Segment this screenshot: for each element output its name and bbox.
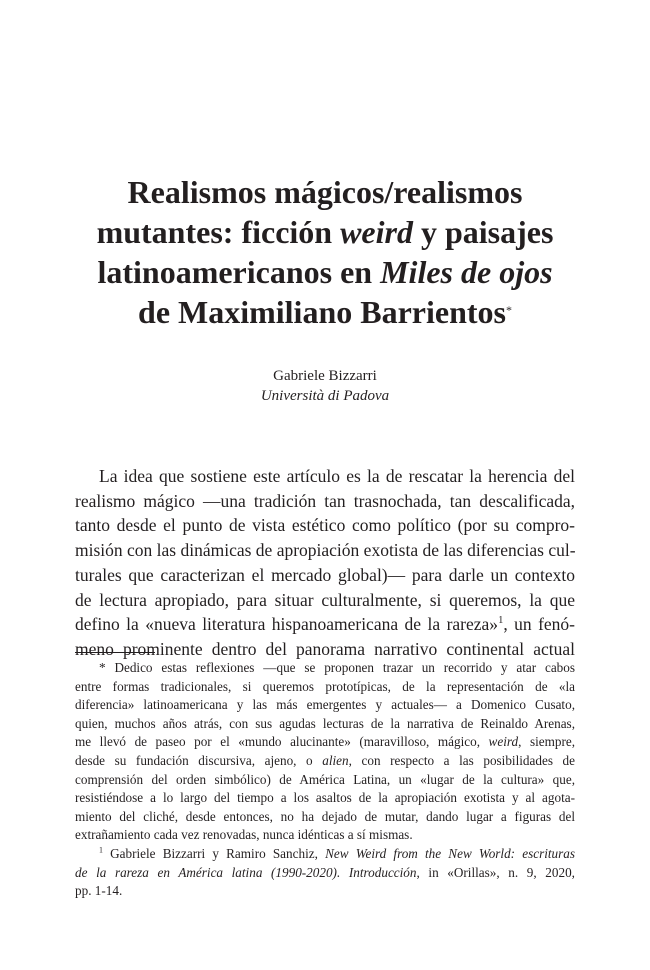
title-line: Realismos mágicos/realismos [127, 174, 523, 210]
footnote-line: pp. 1-14. [75, 883, 123, 899]
body-text: , un fenó- [503, 614, 575, 635]
title-line [75, 212, 575, 252]
footnote-number: 1 [99, 845, 103, 855]
title-text: mutantes: ficción [96, 214, 341, 250]
footnote-line [75, 864, 575, 883]
footnote-text: desde su fundación discursiva, ajeno, o [75, 752, 323, 768]
footnote-line: miento del cliché, desde entonces, no ha dejado de mutar, dando lugar a figuras del [75, 808, 575, 824]
body-text: defino la «nueva literatura hispanoamericana de la rareza» [75, 614, 499, 635]
body-line: tanto desde el punto de vista estético como político (por su compro- [75, 515, 575, 536]
title-line [75, 292, 575, 332]
footnote-line: * Dedico estas reflexiones —que se proponen trazar un recorrido y atar cabos [99, 660, 575, 675]
body-line: turales que caracterizan el mercado global)— para darle un contexto [75, 564, 575, 585]
title-italic-weird: weird [340, 214, 413, 250]
footnote-italic: alien [322, 752, 349, 768]
footnote-italic: New Weird from the New World: escrituras [325, 845, 575, 861]
footnotes [75, 659, 575, 901]
footnote-text: me llevó de paseo por el «mundo alucinante» (maravilloso, mágico, [75, 734, 489, 750]
article-title [75, 172, 575, 332]
body-line: de lectura apropiado, para situar culturalmente, si queremos, la que [75, 589, 575, 610]
footnote-ref: 1 [498, 615, 504, 627]
title-text: de Maximiliano Barrientos [138, 294, 506, 330]
footnote-separator [75, 652, 155, 653]
footnote-line [75, 845, 575, 864]
body-line [75, 612, 575, 637]
footnote-line: quien, muchos años atrás, con sus agudas lecturas de la narrativa de Reinaldo Arenas, [75, 715, 575, 731]
author-block [75, 366, 575, 406]
footnote-text: , siempre, [518, 734, 575, 750]
body-line: realismo mágico —una tradición tan trasnochada, tan descalificada, [75, 490, 575, 511]
body-paragraph [75, 464, 575, 662]
footnote-line: comprensión del orden simbólico) de América Latina, un «lugar de la cultura» que, [75, 771, 575, 787]
title-text: y paisajes [412, 214, 554, 250]
footnote-text: , in «Orillas», n. 9, 2020, [416, 864, 575, 880]
footnote-italic: weird [488, 734, 519, 750]
body-line: La idea que sostiene este artículo es la de rescatar la herencia del [99, 466, 575, 486]
footnote-line: diferencia» latinoamericana y las más emergentes y actuales— a Domenico Cusato, [75, 697, 575, 713]
author-affiliation: Università di Padova [260, 388, 390, 404]
body-line: misión con las dinámicas de apropiación exotista de las diferencias cul- [75, 540, 576, 561]
footnote-line: resistiéndose a lo largo del tiempo a los asaltos de la apropiación exotista y al agota- [75, 790, 575, 806]
footnote-line: entre formas tradicionales, si queremos prototípicas, de la representación de «la [75, 678, 575, 694]
footnote-line: extrañamiento cada vez renovadas, nunca idénticas a sí mismas. [75, 827, 413, 843]
footnote-line [75, 733, 575, 752]
footnote-line [75, 752, 575, 771]
title-text: latinoamericanos en [97, 254, 381, 290]
title-line [75, 252, 575, 292]
footnote-text: , con respecto a las posibilidades de [348, 752, 575, 768]
footnote-text: Gabriele Bizzarri y Ramiro Sanchiz, [102, 845, 326, 861]
title-footnote-mark: * [505, 303, 512, 317]
footnote-italic: de la rareza en América latina (1990-2020). Introducción [75, 864, 417, 880]
title-italic-work: Miles de ojos [380, 254, 553, 290]
author-name: Gabriele Bizzarri [273, 368, 377, 384]
body-line: meno prominente dentro del panorama narrativo continental actual [75, 638, 575, 659]
